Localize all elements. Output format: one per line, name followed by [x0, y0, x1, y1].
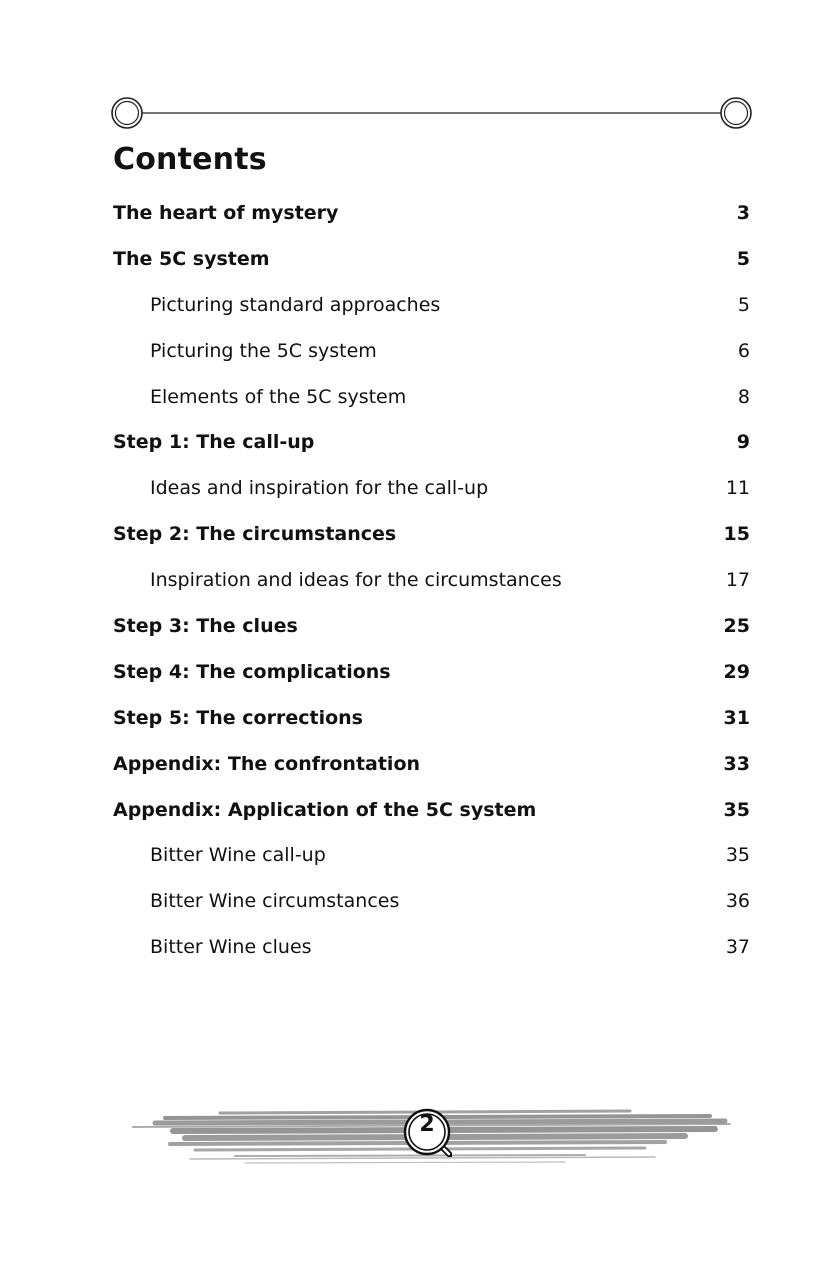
toc-entry-page-number: 37	[725, 936, 750, 959]
toc-entry[interactable]	[113, 511, 750, 557]
toc-entry-title: Step 2: The circumstances	[113, 523, 397, 546]
toc-entry[interactable]	[113, 741, 750, 787]
toc-entry-page-number: 5	[737, 293, 750, 316]
toc-entry-title: Step 4: The complications	[113, 660, 391, 683]
toc-entry[interactable]	[113, 282, 750, 328]
toc-entry[interactable]	[113, 832, 750, 878]
toc-entry[interactable]	[113, 419, 750, 465]
toc-entry[interactable]	[113, 878, 750, 924]
toc-entry-title: The heart of mystery	[113, 201, 339, 224]
toc-entry[interactable]	[113, 465, 750, 511]
toc-entry-title: Step 1: The call-up	[113, 431, 315, 454]
toc-entry-page-number: 33	[723, 752, 750, 775]
toc-entry-title: Picturing standard approaches	[150, 293, 441, 316]
toc-entry-title: The 5C system	[113, 247, 270, 270]
toc-entry[interactable]	[113, 603, 750, 649]
toc-entry-page-number: 25	[723, 614, 750, 637]
toc-entry-page-number: 8	[737, 385, 750, 408]
toc-entry-page-number: 9	[736, 431, 750, 454]
toc-entry-page-number: 17	[725, 569, 750, 592]
toc-entry-page-number: 36	[725, 890, 750, 913]
toc-entry[interactable]	[113, 374, 750, 420]
toc-entry-page-number: 35	[723, 798, 750, 821]
toc-entry-title: Appendix: The confrontation	[113, 752, 421, 775]
toc-entry-title: Bitter Wine circumstances	[150, 890, 400, 913]
toc-entry-page-number: 15	[723, 523, 750, 546]
toc-entry-title: Bitter Wine call-up	[150, 844, 326, 867]
toc-entry[interactable]	[113, 328, 750, 374]
toc-entry-page-number: 6	[737, 339, 750, 362]
toc-entry[interactable]	[113, 190, 750, 236]
header-ring-rule	[110, 96, 753, 130]
page-title: Contents	[113, 142, 267, 177]
page-number: 2	[419, 1112, 435, 1137]
toc-entry-title: Picturing the 5C system	[150, 339, 377, 362]
toc-entry-title: Bitter Wine clues	[150, 936, 312, 959]
toc-entry-page-number: 31	[723, 706, 750, 729]
toc-entry-title: Appendix: Application of the 5C system	[113, 798, 537, 821]
toc-entry[interactable]	[113, 236, 750, 282]
toc-entry-title: Ideas and inspiration for the call-up	[150, 477, 489, 500]
toc-entry-title: Step 3: The clues	[113, 614, 298, 637]
toc-entry-page-number: 3	[736, 201, 750, 224]
toc-entry[interactable]	[113, 557, 750, 603]
toc-entry-page-number: 5	[736, 247, 750, 270]
toc-entry[interactable]	[113, 787, 750, 833]
toc-entry-page-number: 35	[725, 844, 750, 867]
toc-entry-title: Elements of the 5C system	[150, 385, 407, 408]
toc-entry[interactable]	[113, 924, 750, 970]
table-of-contents	[113, 190, 750, 970]
toc-entry[interactable]	[113, 649, 750, 695]
toc-entry-title: Step 5: The corrections	[113, 706, 363, 729]
toc-entry[interactable]	[113, 695, 750, 741]
toc-entry-title: Inspiration and ideas for the circumstances	[150, 569, 562, 592]
toc-entry-page-number: 29	[723, 660, 750, 683]
toc-entry-page-number: 11	[725, 477, 750, 500]
